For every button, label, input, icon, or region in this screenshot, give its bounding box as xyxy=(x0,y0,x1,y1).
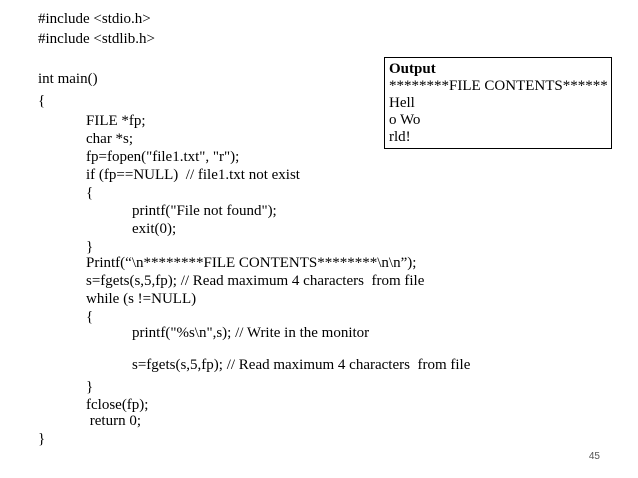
code-line-while: while (s !=NULL) xyxy=(86,291,197,307)
code-line-file-decl: FILE *fp; xyxy=(86,113,146,129)
code-line-while-close-brace: } xyxy=(86,379,94,395)
output-line-header: ********FILE CONTENTS****** xyxy=(389,78,608,94)
code-line-close-brace: } xyxy=(38,431,46,447)
code-line-fclose: fclose(fp); xyxy=(86,397,149,413)
page-number: 45 xyxy=(588,451,600,462)
code-line-include-stdlib: #include <stdlib.h> xyxy=(38,31,155,47)
output-line-3: rld! xyxy=(389,129,411,145)
code-line-fgets-first: s=fgets(s,5,fp); // Read maximum 4 characters from file xyxy=(86,273,425,289)
output-box xyxy=(384,57,612,149)
code-line-if-open-brace: { xyxy=(86,185,94,201)
code-line-main: int main() xyxy=(38,71,98,87)
code-line-include-stdio: #include <stdio.h> xyxy=(38,11,151,27)
code-line-if-close-brace: } xyxy=(86,239,94,255)
code-line-fopen: fp=fopen("file1.txt", "r"); xyxy=(86,149,240,165)
code-line-exit: exit(0); xyxy=(132,221,177,237)
output-line-2: o Wo xyxy=(389,112,421,128)
code-line-char-decl: char *s; xyxy=(86,131,134,147)
code-line-printf-s: printf("%s\n",s); // Write in the monitor xyxy=(132,325,370,341)
output-title: Output xyxy=(389,61,436,77)
output-line-1: Hell xyxy=(389,95,415,111)
code-line-printf-header: Printf(“\n********FILE CONTENTS********\n\n”); xyxy=(86,255,417,271)
code-line-printf-not-found: printf("File not found"); xyxy=(132,203,277,219)
code-line-fgets-loop: s=fgets(s,5,fp); // Read maximum 4 characters from file xyxy=(132,357,471,373)
code-line-return: return 0; xyxy=(86,413,141,429)
code-line-while-open-brace: { xyxy=(86,309,94,325)
code-line-if-null: if (fp==NULL) // file1.txt not exist xyxy=(86,167,300,183)
code-line-open-brace: { xyxy=(38,93,46,109)
